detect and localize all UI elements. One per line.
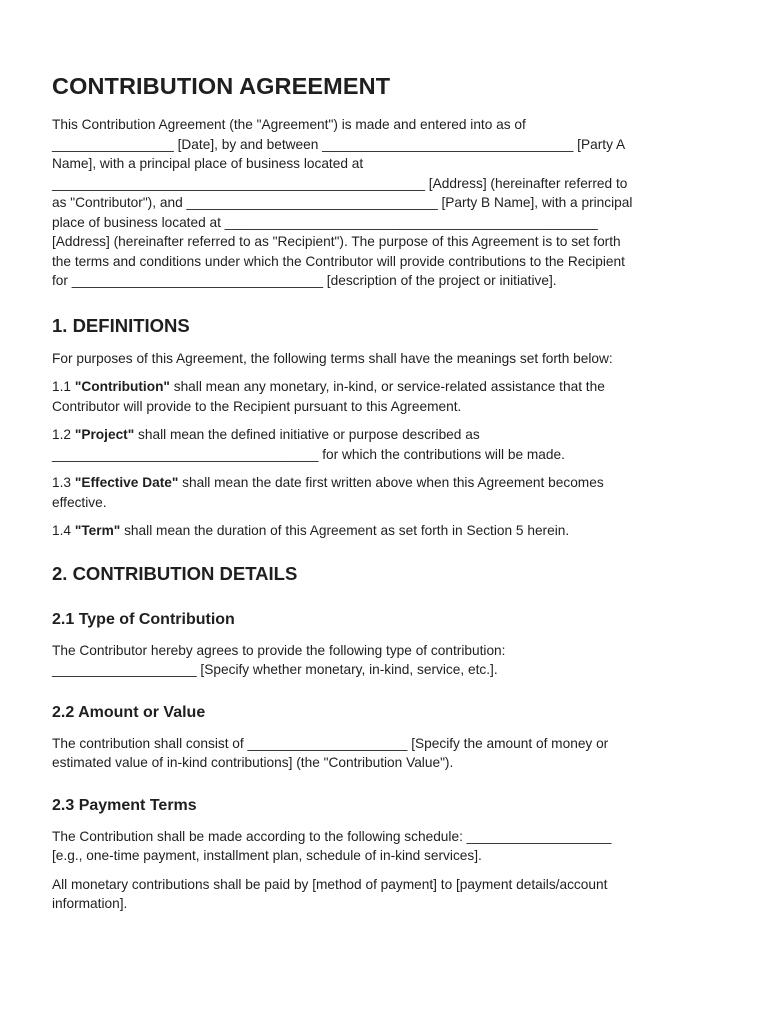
section-1-heading: 1. DEFINITIONS xyxy=(52,314,190,336)
definition-term: "Contribution" xyxy=(74,379,170,394)
definitions-lead: For purposes of this Agreement, the following terms shall have the meanings set forth below: xyxy=(52,350,613,366)
subsection-2-3-heading: 2.3 Payment Terms xyxy=(52,796,197,814)
definition-term: "Effective Date" xyxy=(74,475,179,490)
definition-1-2 xyxy=(52,425,720,464)
section-2-heading: 2. CONTRIBUTION DETAILS xyxy=(52,562,298,584)
definition-1-3 xyxy=(52,473,720,512)
definition-text: shall mean any monetary, in-kind, or service-related assistance that the Contributor will provide to the Recipient pursuant to this Agreement. xyxy=(52,379,605,414)
definition-number: 1.2 xyxy=(52,427,75,442)
subsection-2-3-text-2: All monetary contributions shall be paid by [method of payment] to [payment details/account information]. xyxy=(52,876,608,911)
subsection-2-3-text-1: The Contribution shall be made according to the following schedule: ___________________ [e.g., one-time payment, installment plan, schedule of in-kind services]. xyxy=(52,828,612,863)
definition-text: shall mean the defined initiative or purpose described as ___________________________________ for which the contributions will be made. xyxy=(52,427,565,462)
subsection-2-2-heading: 2.2 Amount or Value xyxy=(52,703,206,721)
definition-1-1 xyxy=(52,377,720,416)
document-page xyxy=(52,72,720,914)
definition-number: 1.4 xyxy=(52,523,75,538)
definition-number: 1.1 xyxy=(52,379,75,394)
definition-text: shall mean the duration of this Agreement as set forth in Section 5 herein. xyxy=(120,523,570,538)
definition-number: 1.3 xyxy=(52,475,75,490)
definition-term: "Term" xyxy=(74,523,121,538)
document-title: CONTRIBUTION AGREEMENT xyxy=(52,73,391,99)
subsection-2-1-text: The Contributor hereby agrees to provide the following type of contribution: ___________________ [Specify whether monetary, in-kind, service, etc.]. xyxy=(52,642,506,677)
definition-term: "Project" xyxy=(74,427,135,442)
definition-text: shall mean the date first written above when this Agreement becomes effective. xyxy=(52,475,604,510)
subsection-2-1-heading: 2.1 Type of Contribution xyxy=(52,610,235,628)
subsection-2-2-text: The contribution shall consist of _____________________ [Specify the amount of money or estimated value of in-kind contributions] (the "Contribution Value"). xyxy=(52,735,609,770)
intro-paragraph: This Contribution Agreement (the "Agreement") is made and entered into as of ________________ [Date], by and between _________________________________ [Party A Name], with a principal place of business located at _________________________________________________ [Address] (hereinafter referred to as "Contributor"), and _________________________________ [Party B Name], with a principal place of business located at _________________________________________________ [Address] (hereinafter referred to as "Recipient"). The purpose of this Agreement is to set forth the terms and conditions under which the Contributor will provide contributions to the Recipient for _________________________________ [description of the project or initiative]. xyxy=(52,117,633,288)
definition-1-4 xyxy=(52,521,720,541)
